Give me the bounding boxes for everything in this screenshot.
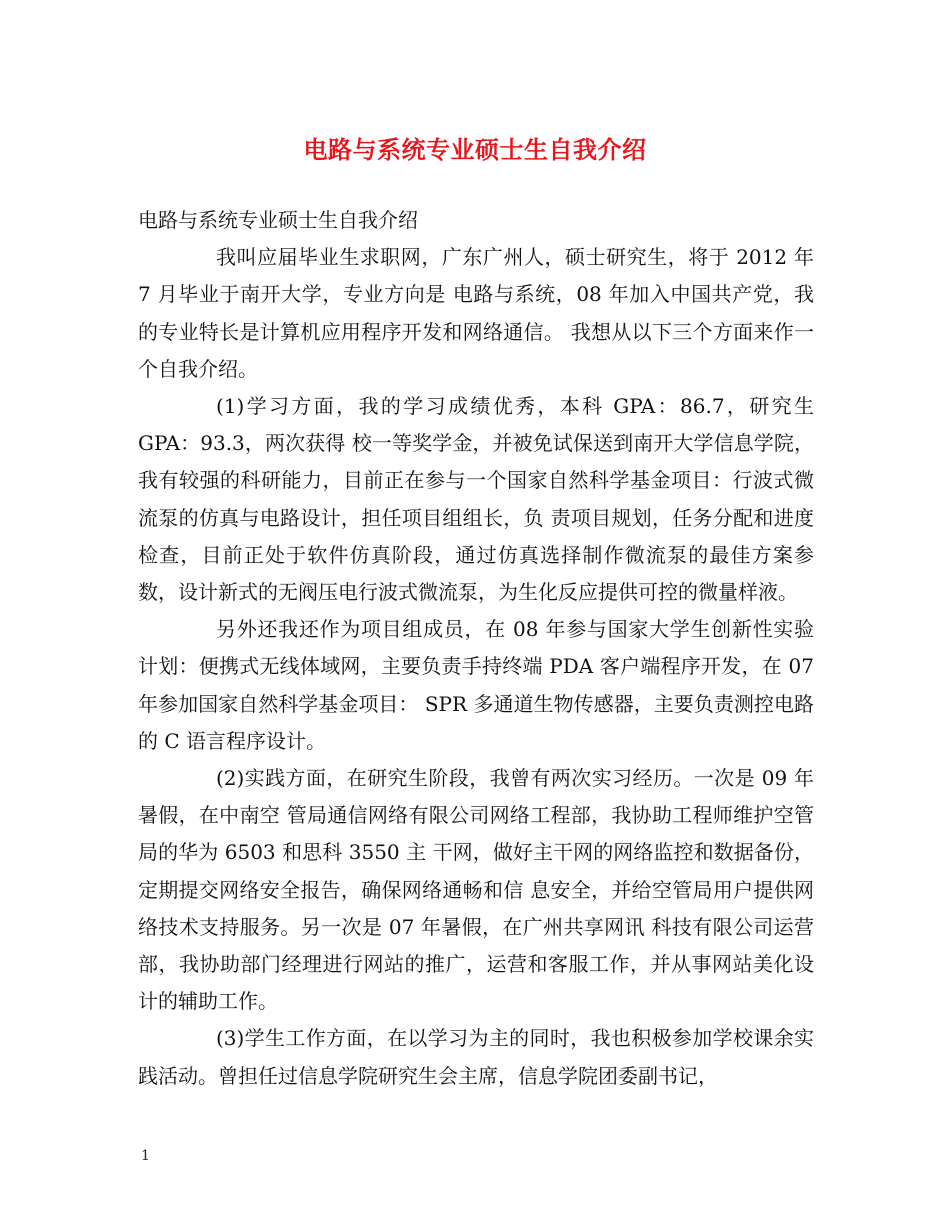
paragraph-projects: 另外还我还作为项目组成员，在 08 年参与国家大学生创新性实验计划：便携式无线体域网，主要负责手持终端 PDA 客户端程序开发，在 07 年参加国家自然科学基金项目： SPR 多通道生物传感器，主要负责测控电路的 C 语言程序设计。: [138, 617, 814, 753]
paragraph-practice: (2)实践方面，在研究生阶段，我曾有两次实习经历。一次是 09 年暑假，在中南空 管局通信网络有限公司网络工程部，我协助工程师维护空管局的华为 6503 和思科 3550 主 干网，做好主干网的网络监控和数据备份，定期提交网络安全报告，确保网络通畅和信 息安全，并给空管局用户提供网络技术支持服务。另一次是 07 年暑假，在广州共享网讯 科技有限公司运营部，我协助部门经理进行网站的推广，运营和客服工作，并从事网站美化设计的辅助工作。: [138, 766, 814, 1014]
paragraph-student-work: (3)学生工作方面，在以学习为主的同时，我也积极参加学校课余实践活动。曾担任过信息学院研究生会主席，信息学院团委副书记，: [138, 1026, 814, 1088]
document-subtitle: 电路与系统专业硕士生自我介绍: [138, 208, 418, 232]
document-body: [138, 202, 814, 1095]
document-title: 电路与系统专业硕士生自我介绍: [303, 135, 647, 164]
paragraph-study: (1)学习方面，我的学习成绩优秀，本科 GPA：86.7，研究生 GPA：93.3，两次获得 校一等奖学金，并被免试保送到南开大学信息学院，我有较强的科研能力，目前正在参与一个国家自然科学基金项目：行波式微流泵的仿真与电路设计，担任项目组组长，负 责项目规划，任务分配和进度检查，目前正处于软件仿真阶段，通过仿真选择制作微流泵的最佳方案参数，设计新式的无阀压电行波式微流泵，为生化反应提供可控的微量样液。: [138, 394, 814, 605]
page-number: 1: [141, 1148, 150, 1164]
paragraph-intro: 我叫应届毕业生求职网，广东广州人，硕士研究生，将于 2012 年 7 月毕业于南开大学，专业方向是 电路与系统，08 年加入中国共产党，我的专业特长是计算机应用程序开发和网络通信。 我想从以下三个方面来作一个自我介绍。: [138, 245, 814, 381]
